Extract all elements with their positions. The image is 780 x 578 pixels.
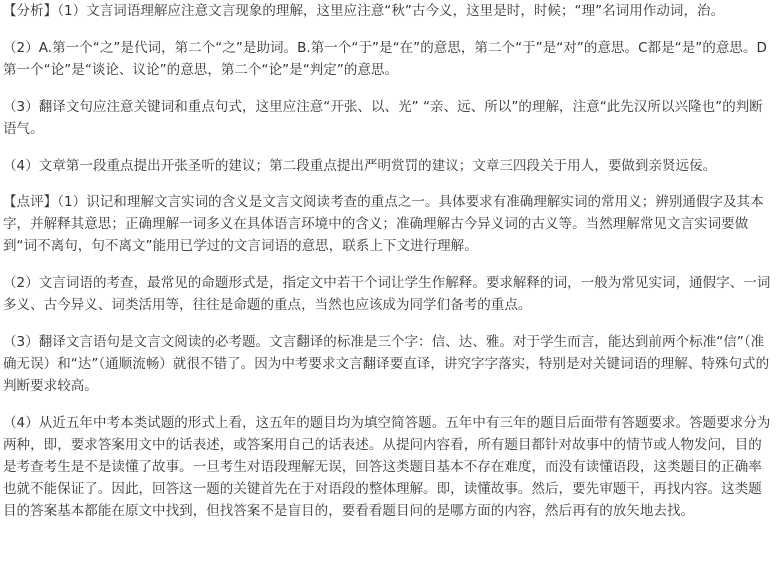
review-paragraph-4: （4）从近五年中考本类试题的形式上看，这五年的题目均为填空简答题。五年中有三年的题目后面带有答题要求。答题要求分为两种，即，要求答案用文中的话表述，或答案用自己的话表述。从提问内容看，所有题目都针对故事中的情节或人物发问，目的是考查考生是不是读懂了故事。一旦考生对语段理解无误，回答这类题目基本不存在难度，而没有读懂语段，这类题目的正确率也就不能保证了。因此，回答这一题的关键首先在于对语段的整体理解。即，读懂故事。然后，要先审题干，再找内容。这类题目的答案基本都能在原文中找到，但找答案不是盲目的，要看看题目问的是哪方面的内容，然后再有的放矢地去找。 [3,415,771,519]
review-paragraph-3: （3）翻译文言语句是文言文阅读的必考题。文言翻译的标准是三个字：信、达、雅。对于学生而言，能达到前两个标准“信”（准确无误）和“达”（通顺流畅）就很不错了。因为中考要求文言翻译要直译，讲究字字落实，特别是对关键词语的理解、特殊句式的判断要求较高。 [3,334,770,394]
document-body [3,0,775,522]
review-paragraph-2: （2）文言词语的考查，最常见的命题形式是，指定文中若干个词让学生作解释。要求解释的词，一般为常见实词，通假字、一词多义、古今异义、词类活用等，往往是命题的重点，当然也应该成为同学们备考的重点。 [3,275,771,313]
analysis-paragraph-3: （3）翻译文句应注意关键词和重点句式，这里应注意“开张、以、光” “亲、远、所以”的理解，注意“此先汉所以兴隆也”的判断语气。 [3,99,763,137]
review-paragraph-1: 【点评】（1）识记和理解文言实词的含义是文言文阅读考查的重点之一。具体要求有准确理解实词的常用义；辨别通假字及其本字，并解释其意思；正确理解一词多义在具体语言环境中的含义；准确理解古今异义词的古义等。当然理解常见文言实词要做到“词不离句，句不离文”能用已学过的文言词语的意思，联系上下文进行理解。 [3,194,764,254]
analysis-paragraph-4: （4）文章第一段重点提出开张圣听的建议；第二段重点提出严明赏罚的建议；文章三四段关于用人，要做到亲贤远佞。 [3,158,717,174]
analysis-paragraph-1: 【分析】（1）文言词语理解应注意文言现象的理解，这里应注意“秋”古今义，这里是时，时候；“理”名词用作动词，治。 [3,3,725,19]
analysis-paragraph-2: （2）A.第一个“之”是代词，第二个“之”是助词。B.第一个“于”是“在”的意思，第二个“于”是“对”的意思。C都是“是”的意思。D第一个“论”是“谈论、议论”的意思，第二个“论”是“判定”的意思。 [3,40,767,78]
